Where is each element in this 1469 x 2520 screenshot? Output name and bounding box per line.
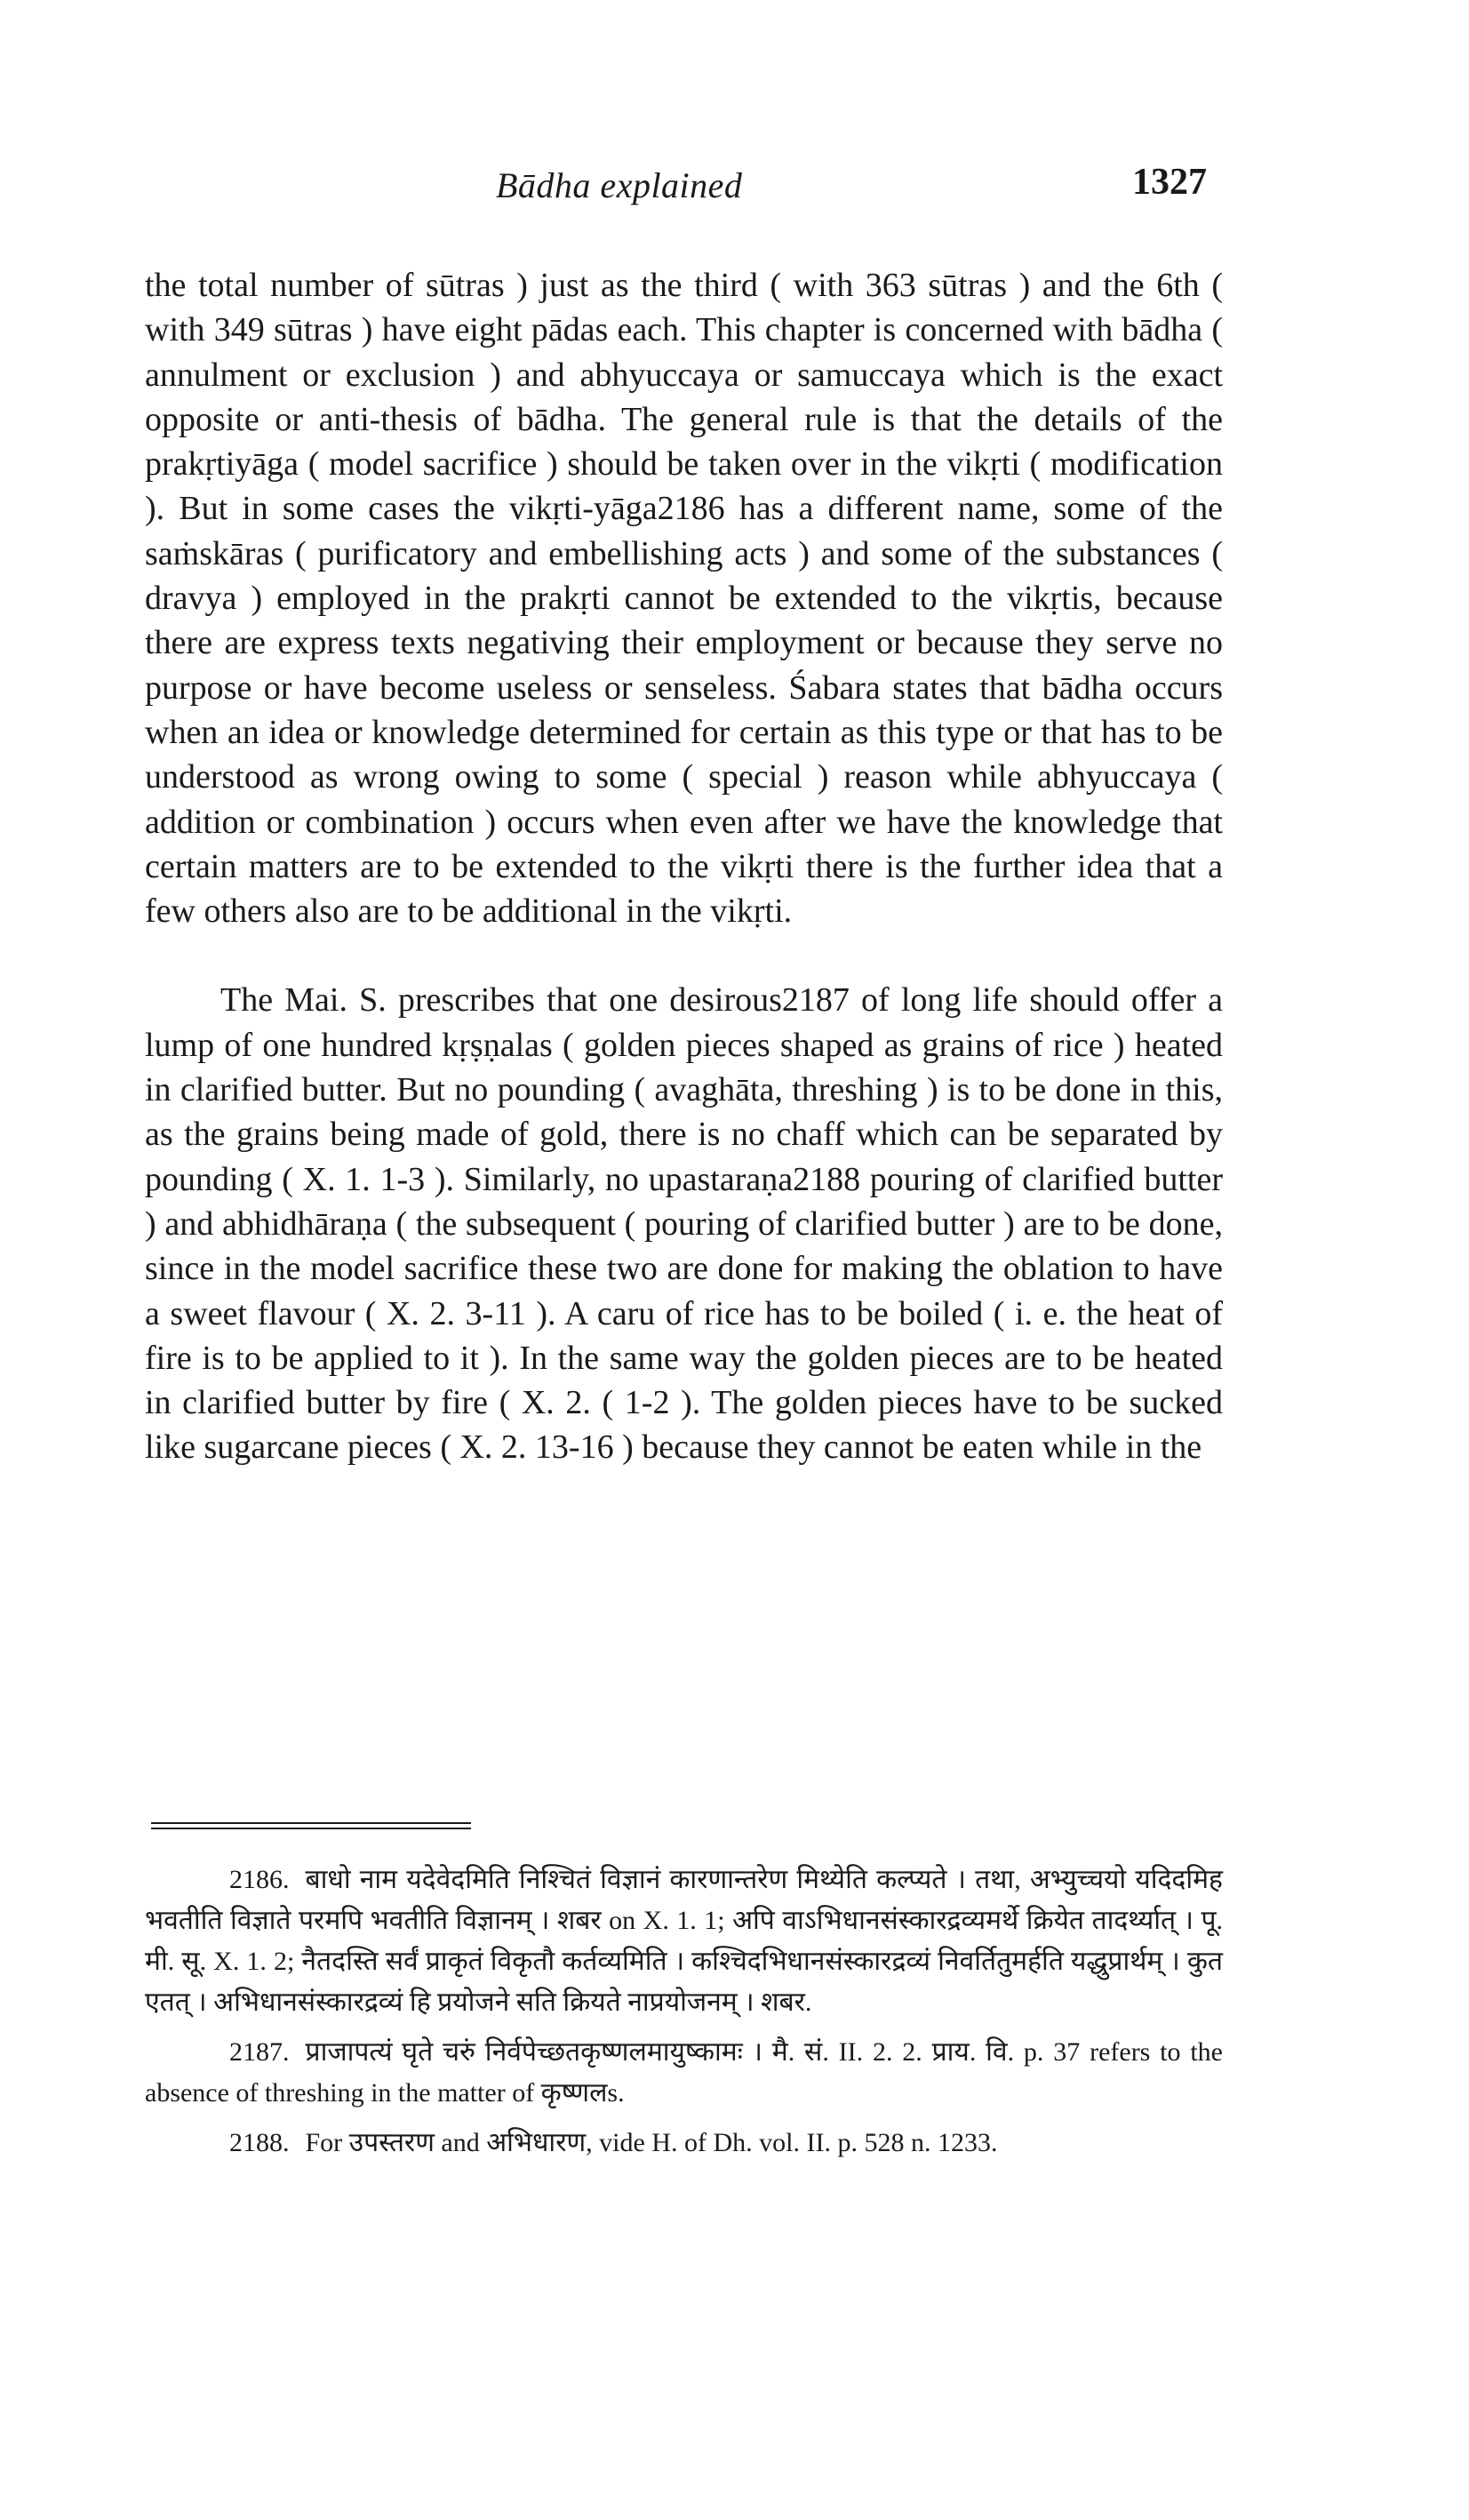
- running-title: Bādha explained: [496, 165, 743, 205]
- footnote-text: बाधो नाम यदेवेदमिति निश्चितं विज्ञानं कारणान्तरेण मिथ्येति कल्प्यते । तथा, अभ्युच्चयो यदिदमिह भवतीति विज्ञाते परमपि भवतीति विज्ञानम् । शबर on X. 1. 1; अपि वाऽभिधानसंस्कारद्रव्यमर्थे क्रियेत तादर्थ्यात् । पू. मी. सू. X. 1. 2; नैतदस्ति सर्वं प्राकृतं विकृतौ कर्तव्यमिति । कश्चिदभिधानसंस्कारद्रव्यं निवर्तितुमर्हति यद्धुप्रार्थम् । कुत एतत् । अभिधानसंस्कारद्रव्यं हि प्रयोजने सति क्रियते नाप्रयोजनम् । शबर.: [145, 1865, 1223, 2017]
- footnotes: [145, 1860, 1223, 2172]
- footnote-number: 2187.: [229, 2037, 290, 2067]
- footnote-number: 2188.: [229, 2128, 290, 2157]
- footnote-2187: [145, 2032, 1223, 2114]
- footnote-separator: [151, 1822, 471, 1829]
- page-header: [149, 164, 1207, 218]
- paragraph-2: The Mai. S. prescribes that one desirous2187 of long life should offer a lump of one hundred kṛṣṇalas ( golden pieces shaped as grains of rice ) heated in clarified butter. But no pounding ( avaghāta, threshing ) is to be done in this, as the grains being made of gold, there is no chaff which can be separated by pounding ( X. 1. 1-3 ). Similarly, no upastaraṇa2188 pouring of clarified butter ) and abhidhāraṇa ( the subsequent ( pouring of clarified butter ) are to be done, since in the model sacrifice these two are done for making the oblation to have a sweet flavour ( X. 2. 3-11 ). A caru of rice has to be boiled ( i. e. the heat of fire is to be applied to it ). In the same way the golden pieces are to be heated in clarified butter by fire ( X. 2. ( 1-2 ). The golden pieces have to be sucked like sugarcane pieces ( X. 2. 13-16 ) because they cannot be eaten while in the: [145, 981, 1223, 1467]
- page-number: 1327: [1132, 162, 1207, 203]
- footnote-number: 2186.: [229, 1865, 290, 1894]
- main-text: [145, 263, 1223, 1470]
- footnote-text: प्राजापत्यं घृते चरुं निर्वपेच्छतकृष्णलमायुष्कामः । मै. सं. II. 2. 2. प्राय. वि. p. 37 refers to the absence of threshing in the matter of कृष्णलs.: [145, 2037, 1223, 2108]
- footnote-2186: [145, 1860, 1223, 2023]
- footnote-2188: [145, 2123, 1223, 2164]
- paragraph-1: the total number of sūtras ) just as the third ( with 363 sūtras ) and the 6th ( with 349 sūtras ) have eight pādas each. This chapter is concerned with bādha ( annulment or exclusion ) and abhyuccaya or samuccaya which is the exact opposite or anti-thesis of bādha. The general rule is that the details of the prakṛtiyāga ( model sacrifice ) should be taken over in the vikṛti ( modification ). But in some cases the vikṛti-yāga2186 has a different name, some of the saṁskāras ( purificatory and embellishing acts ) and some of the substances ( dravya ) employed in the prakṛti cannot be extended to the vikṛtis, because there are express texts negativing their employment or because they serve no purpose or have become useless or senseless. Śabara states that bādha occurs when an idea or knowledge determined for certain as this type or that has to be understood as wrong owing to some ( special ) reason while abhyuccaya ( addition or combination ) occurs when even after we have the knowledge that certain matters are to be extended to the vikṛti there is the further idea that a few others also are to be additional in the vikṛti.: [145, 267, 1223, 931]
- footnote-text: For उपस्तरण and अभिधारण, vide H. of Dh. vol. II. p. 528 n. 1233.: [305, 2128, 998, 2157]
